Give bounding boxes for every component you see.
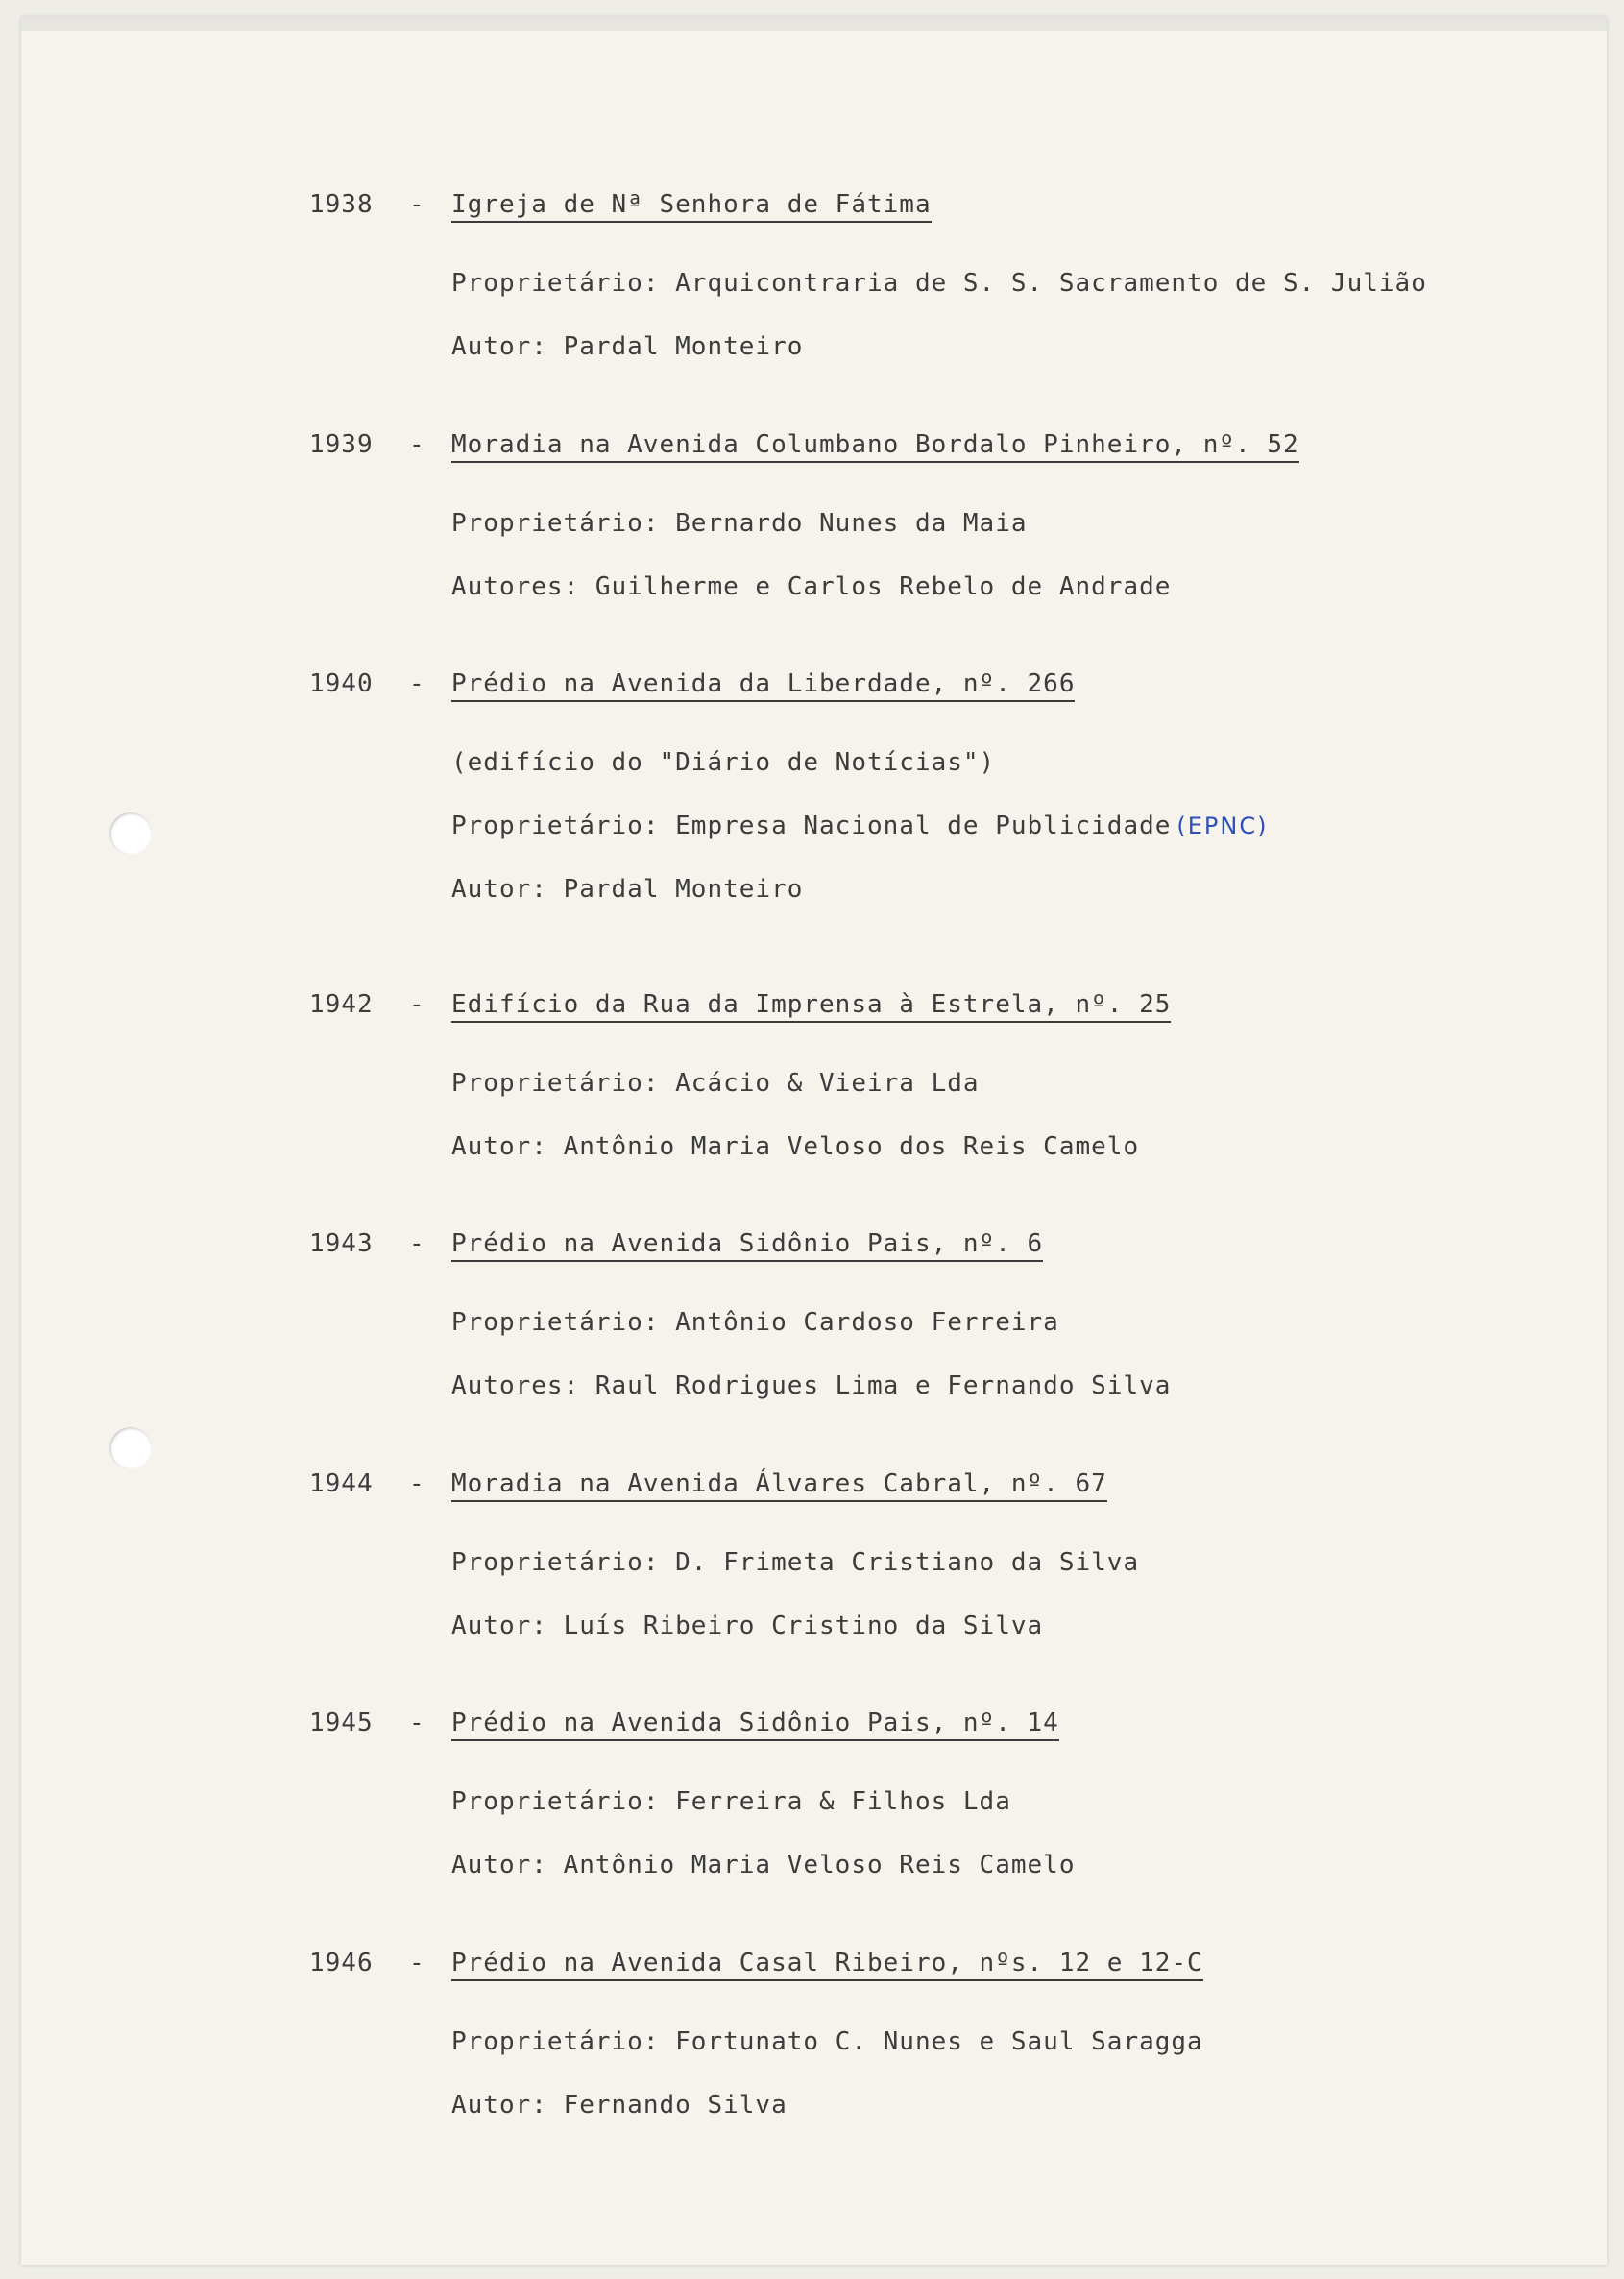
document-page <box>21 17 1607 2265</box>
entry-1940 <box>309 669 1558 904</box>
entry-dash: - <box>409 1469 425 1498</box>
entry-title: Prédio na Avenida Sidônio Pais, nº. 14 <box>451 1709 1059 1741</box>
author-line: Autor: Antônio Maria Veloso dos Reis Camelo <box>451 1132 1140 1161</box>
author-line: Autor: Antônio Maria Veloso Reis Camelo <box>451 1851 1076 1879</box>
entry-year: 1946 <box>309 1949 374 1977</box>
entry-dash: - <box>409 1709 425 1737</box>
entry-1938 <box>309 190 1558 361</box>
author-line: Autores: Raul Rodrigues Lima e Fernando Silva <box>451 1371 1172 1400</box>
owner-line: Proprietário: Acácio & Vieira Lda <box>451 1069 980 1098</box>
entry-dash: - <box>409 669 425 698</box>
entry-1945 <box>309 1709 1558 1879</box>
owner-line: Proprietário: Bernardo Nunes da Maia <box>451 509 1028 538</box>
entry-year: 1939 <box>309 430 374 459</box>
document-body <box>21 17 1607 2265</box>
entry-dash: - <box>409 430 425 459</box>
entry-title: Prédio na Avenida Casal Ribeiro, nºs. 12 e 12-C <box>451 1949 1203 1981</box>
entry-year: 1942 <box>309 990 374 1019</box>
owner-line: Proprietário: Ferreira & Filhos Lda <box>451 1787 1011 1816</box>
entry-1942 <box>309 990 1558 1161</box>
entry-year: 1938 <box>309 190 374 219</box>
author-line: Autores: Guilherme e Carlos Rebelo de Andrade <box>451 572 1172 601</box>
owner-line: Proprietário: Arquicontraria de S. S. Sacramento de S. Julião <box>451 269 1427 298</box>
entry-title: Edifício da Rua da Imprensa à Estrela, nº. 25 <box>451 990 1171 1023</box>
entry-1943 <box>309 1229 1558 1400</box>
entry-title: Prédio na Avenida Sidônio Pais, nº. 6 <box>451 1229 1043 1262</box>
entry-title: Prédio na Avenida da Liberdade, nº. 266 <box>451 669 1075 702</box>
entry-title: Moradia na Avenida Columbano Bordalo Pinheiro, nº. 52 <box>451 430 1299 463</box>
entry-dash: - <box>409 990 425 1019</box>
entry-year: 1945 <box>309 1709 374 1737</box>
building-note-line: (edifício do "Diário de Notícias") <box>451 748 996 777</box>
entry-year: 1943 <box>309 1229 374 1258</box>
owner-line: Proprietário: D. Frimeta Cristiano da Silva <box>451 1548 1140 1577</box>
entry-1946 <box>309 1949 1558 2120</box>
entry-title: Moradia na Avenida Álvares Cabral, nº. 67 <box>451 1469 1107 1502</box>
entry-1939 <box>309 430 1558 601</box>
entry-dash: - <box>409 1949 425 1977</box>
entry-1944 <box>309 1469 1558 1640</box>
entry-dash: - <box>409 1229 425 1258</box>
author-line: Autor: Pardal Monteiro <box>451 875 804 904</box>
author-line: Autor: Luís Ribeiro Cristino da Silva <box>451 1612 1044 1640</box>
author-line: Autor: Fernando Silva <box>451 2091 788 2120</box>
entry-dash: - <box>409 190 425 219</box>
handwritten-note: (EPNC) <box>1176 812 1269 839</box>
entry-year: 1940 <box>309 669 374 698</box>
owner-line: Proprietário: Fortunato C. Nunes e Saul Saragga <box>451 2027 1203 2056</box>
owner-line <box>451 812 1268 840</box>
entry-year: 1944 <box>309 1469 374 1498</box>
entry-title: Igreja de Nª Senhora de Fátima <box>451 190 932 223</box>
owner-line: Proprietário: Antônio Cardoso Ferreira <box>451 1308 1059 1337</box>
owner-text: Proprietário: Empresa Nacional de Publicidade <box>451 812 1172 840</box>
author-line: Autor: Pardal Monteiro <box>451 332 804 361</box>
